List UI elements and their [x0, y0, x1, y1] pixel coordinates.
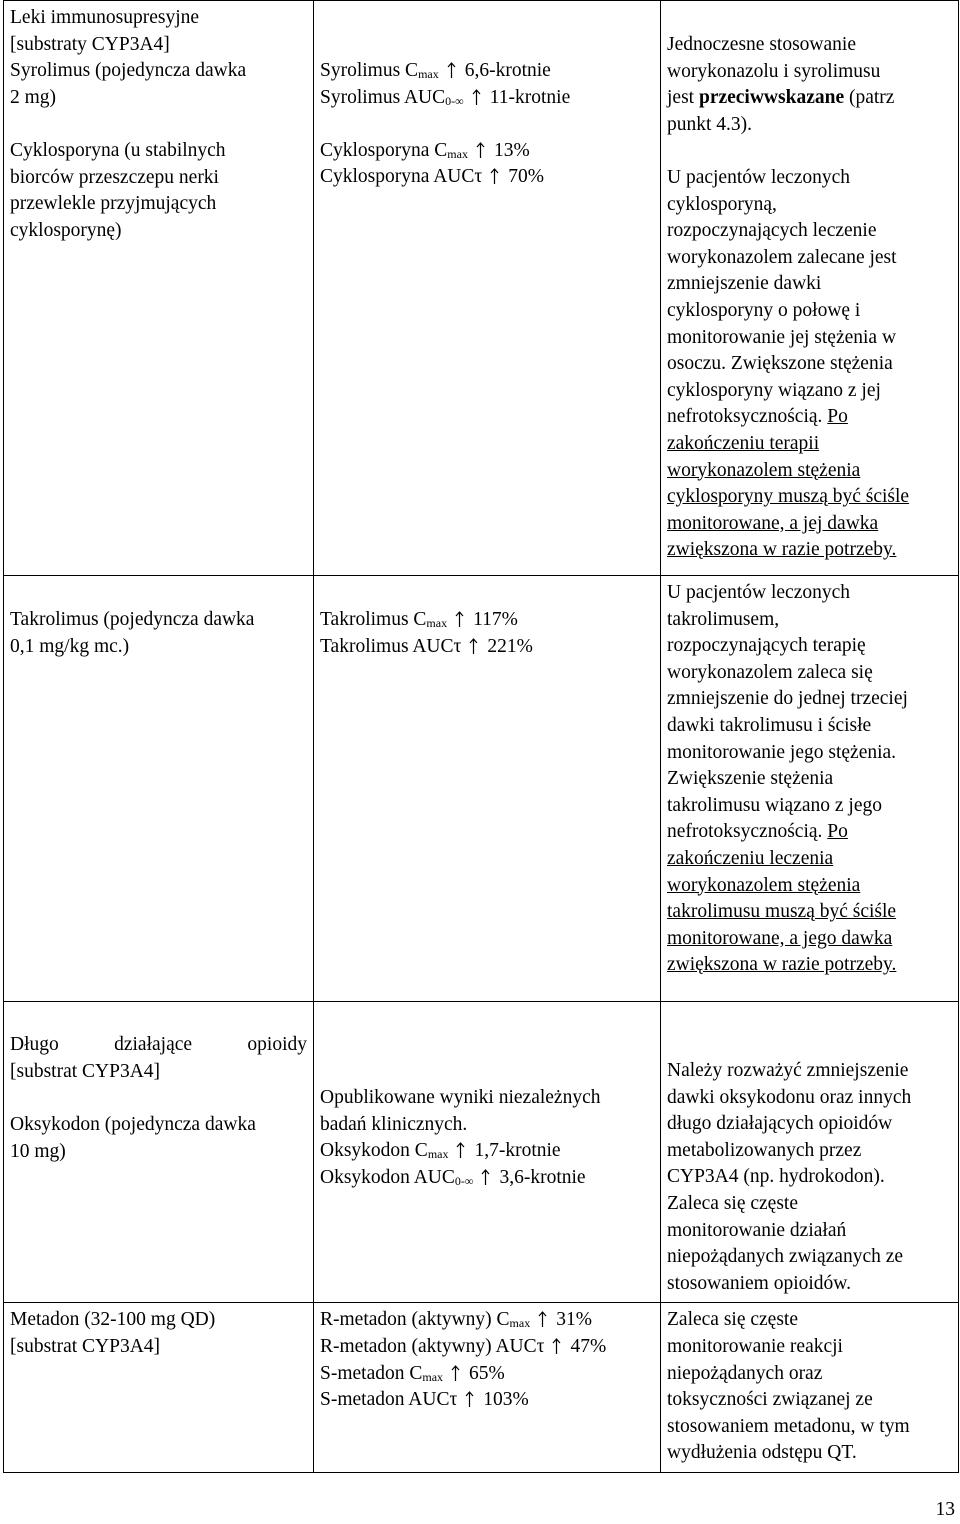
- underlined-line: zakończeniu terapii: [667, 432, 820, 454]
- underlined-line: takrolimusu muszą być ściśle: [667, 901, 897, 923]
- text-line: Należy rozważyć zmniejszenie: [667, 1060, 909, 1081]
- text-line: Oksykodon (pojedyncza dawka: [10, 1114, 256, 1136]
- cell-drug: [4, 1, 314, 576]
- row-immunosuppressants: [4, 1, 959, 576]
- text-line: metabolizowanych przez: [667, 1139, 862, 1161]
- effect-line: Takrolimus Cmax 117%: [320, 609, 518, 630]
- text-line: 2 mg): [10, 86, 57, 108]
- text-line: monitorowanie jej stężenia w: [667, 326, 897, 348]
- text-line: cyklosporyny wiązano z jej: [667, 379, 881, 401]
- text-line: [substrat CYP3A4]: [10, 1060, 161, 1082]
- effect-line: Takrolimus AUCτ 221%: [320, 635, 533, 657]
- text-line: dawki takrolimusu i ścisłe: [667, 714, 872, 736]
- text-line: Zaleca się częste: [667, 1309, 798, 1331]
- text-line: stosowaniem metadonu, w tym: [667, 1415, 910, 1437]
- cell-recommendation: [661, 1303, 959, 1473]
- text-line: Takrolimus (pojedyncza dawka: [10, 609, 255, 630]
- text-line: Długo działające opioidy: [10, 1034, 307, 1055]
- arrow-up-icon: [456, 1142, 465, 1158]
- cell-effect: [314, 1002, 661, 1303]
- arrow-up-icon: [447, 62, 456, 78]
- arrow-up-icon: [469, 638, 478, 654]
- effect-line: Cyklosporyna Cmax 13%: [320, 139, 530, 161]
- text-line: worykonazolu i syrolimusu: [667, 60, 881, 82]
- cell-recommendation: [661, 1, 959, 576]
- effect-line: S-metadon Cmax 65%: [320, 1362, 505, 1384]
- text-line: CYP3A4 (np. hydrokodon).: [667, 1166, 885, 1188]
- cell-effect: [314, 1, 661, 576]
- arrow-up-icon: [490, 168, 499, 184]
- underlined-line: cyklosporyny muszą być ściśle: [667, 486, 910, 508]
- text-line: takrolimusem,: [667, 608, 780, 630]
- text-line: Jednoczesne stosowanie: [667, 34, 856, 55]
- text-line: jest przeciwwskazane (patrz: [667, 87, 895, 109]
- text-line: cyklosporyny o połowę i: [667, 299, 861, 321]
- arrow-up-icon: [538, 1311, 547, 1327]
- text-line: niepożądanych oraz: [667, 1362, 823, 1384]
- text-line: 10 mg): [10, 1140, 66, 1162]
- underlined-line: monitorowane, a jego dawka: [667, 927, 893, 949]
- underlined-line: zwiększona w razie potrzeby.: [667, 539, 897, 561]
- text-line: Cyklosporyna (u stabilnych: [10, 139, 226, 161]
- text-line: monitorowanie reakcji: [667, 1335, 843, 1357]
- text-line: osoczu. Zwiększone stężenia: [667, 353, 893, 375]
- effect-line: Oksykodon Cmax 1,7-krotnie: [320, 1140, 561, 1162]
- text-line: cyklosporynę): [10, 219, 122, 241]
- effect-line: Oksykodon AUC0-∞ 3,6-krotnie: [320, 1166, 586, 1188]
- text-line: 0,1 mg/kg mc.): [10, 635, 130, 657]
- text-line: Zwiększenie stężenia: [667, 768, 834, 790]
- text-line: monitorowanie działań: [667, 1219, 847, 1241]
- effect-line: Cyklosporyna AUCτ 70%: [320, 166, 544, 188]
- text-line: U pacjentów leczonych: [667, 582, 851, 603]
- row-oxycodone: [4, 1002, 959, 1303]
- contraindicated-emphasis: przeciwwskazane: [698, 87, 845, 109]
- underlined-line: zwiększona w razie potrzeby.: [667, 954, 897, 976]
- arrow-up-icon: [481, 1169, 490, 1185]
- text-line: rozpoczynających terapię: [667, 635, 866, 657]
- text-line: Syrolimus (pojedyncza dawka: [10, 60, 247, 82]
- text-line: przewlekle przyjmujących: [10, 193, 217, 215]
- text-line: punkt 4.3).: [667, 113, 753, 135]
- text-line: toksyczności związanej ze: [667, 1389, 873, 1411]
- text-line: nefrotoksycznością. Po: [667, 821, 848, 843]
- page-number: 13: [935, 1499, 955, 1520]
- arrow-up-icon: [476, 142, 485, 158]
- effect-line: S-metadon AUCτ 103%: [320, 1389, 529, 1411]
- underlined-line: worykonazolem stężenia: [667, 459, 861, 481]
- effect-line: R-metadon (aktywny) AUCτ 47%: [320, 1335, 607, 1357]
- arrow-up-icon: [455, 611, 464, 627]
- cell-drug: [4, 576, 314, 1002]
- text-line: niepożądanych związanych ze: [667, 1246, 904, 1268]
- cell-effect: [314, 1303, 661, 1473]
- text-line: biorców przeszczepu nerki: [10, 166, 219, 188]
- text-line: dawki oksykodonu oraz innych: [667, 1086, 912, 1108]
- underlined-line: worykonazolem stężenia: [667, 874, 861, 896]
- text-line: [substrat CYP3A4]: [10, 1335, 161, 1357]
- interaction-table: [3, 0, 959, 1473]
- text-line: cyklosporyną,: [667, 193, 777, 215]
- text-line: badań klinicznych.: [320, 1113, 468, 1135]
- text-line: rozpoczynających leczenie: [667, 220, 877, 242]
- underlined-line: monitorowane, a jej dawka: [667, 512, 879, 534]
- text-line: Metadon (32-100 mg QD): [10, 1309, 216, 1331]
- text-line: worykonazolem zaleca się: [667, 661, 873, 683]
- cell-recommendation: [661, 576, 959, 1002]
- arrow-up-icon: [552, 1338, 561, 1354]
- cell-drug: [4, 1002, 314, 1303]
- text-line: długo działających opioidów: [667, 1113, 893, 1135]
- text-line: takrolimusu wiązano z jego: [667, 794, 882, 816]
- effect-line: R-metadon (aktywny) Cmax 31%: [320, 1309, 592, 1331]
- text-line: Leki immunosupresyjne: [10, 7, 200, 28]
- text-line: stosowaniem opioidów.: [667, 1272, 851, 1294]
- text-line: Opublikowane wyniki niezależnych: [320, 1087, 601, 1108]
- text-line: nefrotoksycznością. Po: [667, 406, 848, 428]
- effect-line: Syrolimus AUC0-∞ 11-krotnie: [320, 86, 571, 108]
- text-line: zmniejszenie dawki: [667, 273, 822, 295]
- arrow-up-icon: [451, 1365, 460, 1381]
- row-tacrolimus: [4, 576, 959, 1002]
- effect-line: Syrolimus Cmax 6,6-krotnie: [320, 60, 551, 81]
- text-line: wydłużenia odstępu QT.: [667, 1442, 857, 1464]
- arrow-up-icon: [472, 89, 481, 105]
- cell-drug: [4, 1303, 314, 1473]
- text-line: Zaleca się częste: [667, 1192, 798, 1214]
- cell-recommendation: [661, 1002, 959, 1303]
- row-methadone: [4, 1303, 959, 1473]
- cell-effect: [314, 576, 661, 1002]
- text-line: U pacjentów leczonych: [667, 166, 851, 188]
- text-line: zmniejszenie do jednej trzeciej: [667, 688, 908, 710]
- text-line: worykonazolem zalecane jest: [667, 246, 897, 268]
- arrow-up-icon: [465, 1391, 474, 1407]
- text-line: monitorowanie jego stężenia.: [667, 741, 897, 763]
- underlined-line: zakończeniu leczenia: [667, 847, 834, 869]
- text-line: [substraty CYP3A4]: [10, 33, 170, 55]
